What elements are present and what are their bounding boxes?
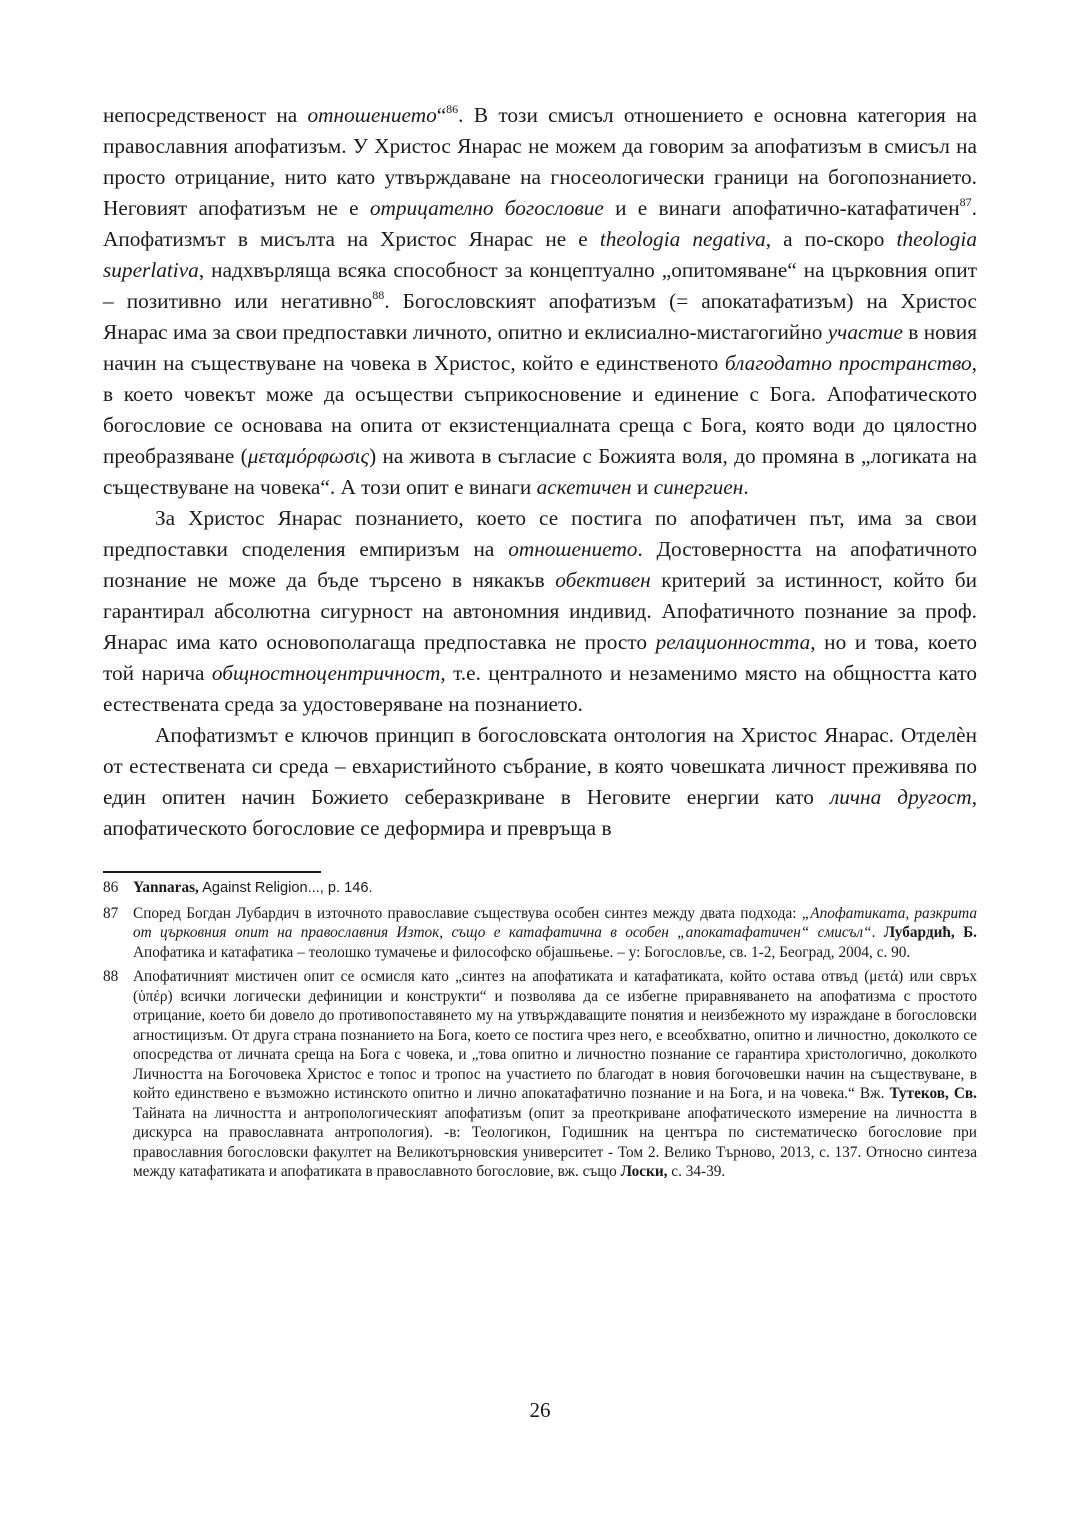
page-number: 26 (529, 1398, 551, 1422)
text-run: . В този смисъл отношението е основна категория на православния апофатизъм. У Христос Янарас не можем да говорим за апофатизъм в смисъл на просто отрицание, нито като утвърждаване на гносеологически граници на богопознанието. Неговият апофатизъм не е (103, 103, 977, 220)
emphasis: лична другост (829, 785, 972, 809)
footnote-ref-86[interactable]: 86 (446, 102, 459, 116)
text-run: непосредственост на (103, 103, 308, 127)
emphasis: синергиен (653, 475, 744, 499)
text-run: и (631, 475, 654, 499)
footnote-ref-87[interactable]: 87 (959, 195, 972, 209)
footnote-text: Според Богдан Лубардич в източното православие съществува особен синтез между двата подхода: (133, 904, 802, 922)
footnote-author: Yannaras, (133, 879, 199, 896)
emphasis: theologia negativa (599, 227, 766, 251)
footnote-88 (103, 967, 977, 1182)
footnote-text: с. 34-39. (667, 1163, 726, 1180)
text-run: и е винаги апофатично-катафатичен (603, 196, 960, 220)
document-page (103, 100, 977, 1187)
text-run: Апофатизмът е ключов принцип в богословската онтология на Христос Янарас. Отделѐн от естествената си среда – евхаристийното събрание, в която човешката личност преживява по един опитен начин Божието себеразкриване в Неговите енергии като (103, 723, 977, 809)
footnote-number: 86 (103, 879, 119, 896)
text-run: . Богословският апофатизъм (= апокатафатизъм) на Христос Янарас има за свои предпоставки личното, опитно и еклисиално-мистагогийно (103, 289, 977, 344)
text-run: в новия начин на съществуване на човека в Христос, който е единственото (103, 320, 978, 375)
paragraph-2 (103, 503, 977, 720)
text-run: . (743, 475, 749, 499)
text-run: , а по-скоро (765, 227, 897, 251)
emphasis: theologia superlativa (103, 227, 977, 282)
text-run: За Христос Янарас познанието, което се постига по апофатичен път, има за свои предпоставки споделения емпиризъм на (103, 506, 977, 561)
footnote-text: Апофатика и катафатика – теолошко тумачење и философско објашњење. – у: Богословље, св. 1-2, Београд, 2004, с. 90. (133, 943, 911, 961)
footnote-text: . (871, 924, 884, 941)
paragraph-1 (103, 100, 977, 503)
emphasis: отношението (307, 103, 437, 127)
footnote-86 (103, 878, 977, 899)
text-run: , но и това, което той нарича (103, 630, 977, 685)
text-run: , в което човекът може да осъществи съприкосновение и единение с Бога. Апофатическото богословие се основава на опита от екзистенциалната среща с Бога, която води до цялостно преобразяване ( (103, 351, 977, 468)
footnote-ref-88[interactable]: 88 (372, 288, 385, 302)
footnote-text: Тайната на личността и антропологическият апофатизъм (опит за преоткриване апофатическото измерение на личността в дискурса на православната антропология). -в: Теологикон, Годишник на центъра по систематическо богословие при православния богословски факултет на Великотърновския университет - Том 2. Велико Търново, 2013, с. 137. Относно синтеза между катафатиката и апофатиката в православното богословие, вж. също (133, 1104, 977, 1180)
text-run: критерий за истинност, който би гарантирал абсолютна сигурност на автономния индивид. Апофатичното познание за проф. Янарас има като основополагаща предпоставка не просто (103, 568, 977, 654)
footnote-number: 87 (103, 904, 119, 922)
footnote-number: 88 (103, 968, 119, 985)
text-run: , т.е. централното и незаменимо място на общността като естествената среда за удостоверяване на познанието. (103, 661, 978, 716)
paragraph-3 (103, 720, 977, 844)
footnote-separator (103, 871, 321, 873)
text-run: ) на живота в съгласие с Божията воля, до промяна в „логиката на съществуване на човека“. А този опит е винаги (103, 444, 977, 499)
footnote-author: Тутеков, Св. (889, 1085, 977, 1102)
footnote-text: Апофатичният мистичен опит се осмисля като „синтез на апофатиката и катафатиката, който остава отвъд (μετά) или свръх (ὑπέρ) всички логически дефиниции и конструкти“ и позволява да се избегне приравняването на апофатизма с простото отрицание, което би довело до противопоставянето му на утвърждаващите понятия и неизбежното му израждане в богословски агностицизъм. От друга страна познанието на Бога, което се постига чрез него, е всеобхватно, опитно и личностно, доколкото се опосредства от личната среща на Бога с човека, и „това опитно и личностно познание се гарантира христологично, доколкото Личността на Богочовека Христос е топос и тропос на участието по благодат в новия богочовешки начин на съществуване, в който единствено е възможно истинското опитно и лично апокатафатично познание и на Бога, и на човека.“ Вж. (133, 968, 977, 1102)
emphasis: аскетичен (536, 475, 632, 499)
footnote-text: Against Religion..., p. 146. (198, 880, 373, 896)
text-run: , надхвърляща всяка способност за концептуално „опитомяване“ на църковния опит – позитивно или негативно (103, 258, 977, 313)
text-run: . Апофатизмът в мисълта на Христос Янарас не е (103, 196, 977, 251)
emphasis: μεταμόρφωσις (247, 444, 370, 468)
emphasis: отношението (508, 537, 638, 561)
footnote-author: Лубардић, Б. (883, 924, 978, 941)
emphasis: благодатно пространство (724, 351, 972, 375)
text-run: . Достоверността на апофатичното познание не може да бъде търсено в някакъв (103, 537, 978, 592)
footnote-87 (103, 904, 977, 963)
emphasis: общностноцентричност (211, 661, 441, 685)
emphasis: релационността (655, 630, 811, 654)
emphasis: отрицателно богословие (369, 196, 604, 220)
emphasis: обективен (555, 568, 651, 592)
text-run: “ (436, 103, 447, 127)
footnote-author: Лоски, (620, 1163, 668, 1180)
text-run: , апофатическото богословие се деформира и превръща в (103, 785, 978, 840)
footnote-quote: „Апофатиката, разкрита от църковния опит на православния Изток, също е катафатична в особен „апокатафатичен“ смисъл“ (133, 904, 978, 941)
emphasis: участие (827, 320, 903, 344)
